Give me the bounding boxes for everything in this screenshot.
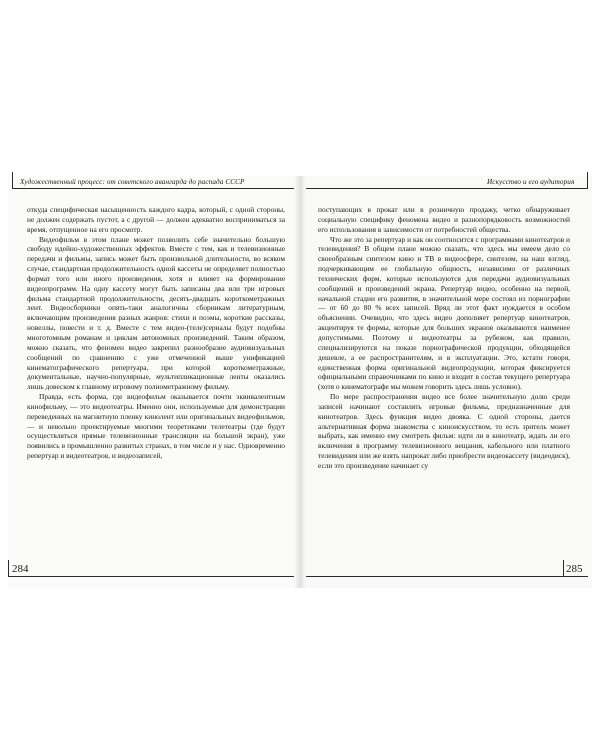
paragraph: поступающих в прокат или в розничную продажу, четко обнаруживает социальную специфику феномена видео и разнопорядковость возможностей его использования в зависимости от потребностей общества. — [318, 205, 570, 234]
paragraph: Видеофильм в этом плане может позволить себе значительно большую свободу идейно-художественных эффектов. Вместе с тем, как и телевизионные передачи и фильмы, запись может быть произвольной длительности, во всяком случае, стандартная продолжительность одной кассеты не определяет полностью формат того или иного произведения, хотя и влияет на формирование видеопрограмм. На одну кассету могут быть записаны два или три игровых фильма стандартной продолжительности, десять-двадцать короткометражных лент. Видеосборники опять-таки аналогичны сборникам литературным, включающим произведения разных жанров: стихи и поэмы, короткие рассказы, новеллы, повести и т. д. Вместе с тем видео-(теле)сериалы будут подобны многотомным романам и циклам автономных произведений. Таким образом, можно сказать, что феномен видео закрепил разнообразие аудиовизуальных сообщений по сравнению с уже отмеченной выше унификацией кинематографического репертуара, при которой короткометражные, документальные, научно-популярные, мультипликационные ленты оказались лишь довеском к главному игровому полнометражному фильму. — [27, 234, 285, 392]
paragraph: По мере распространения видео все более значительную долю среди записей начинают составлять игровые фильмы, предназначенные для кинотеатров. Здесь функция видео двояка. С одной стороны, дается альтернативная форма знакомства с киноискусством, то есть зритель может выбрать, как именно ему смотреть фильм: идти ли в кинотеатр, ждать ли его включения в программу телевизионного вещания, кабельного или платного телевидения или же взять напрокат либо приобрести видеокассету (видеодиск), если это произведение начинает су — [318, 392, 570, 470]
right-page-number: 285 — [566, 563, 583, 575]
left-header-corner-rule — [12, 172, 13, 189]
book-gutter — [294, 176, 306, 588]
paragraph: откуда специфическая насыщенность каждого кадра, который, с одной стороны, не должен содержать пустот, а с другой — должен адекватно восприниматься за время, отпущенное на его просмотр. — [27, 205, 285, 234]
paragraph: Правда, есть форма, где видеофильм оказывается почти эквивалентным кинофильму, — это видеотеатры. Именно они, используемые для демонстрации переведенных на магнитную пленку кинолент или оригинальных видеофильмов, — и невольно проектируемые многими теоретиками телетеатры (где будут осуществляться прямые телевизионные трансляции на большой экран), уже появились в промышленно развитых странах, в том числе и у нас. Одновременно репертуар и видеотеатров, и видеозаписей, — [27, 392, 285, 461]
right-footer-corner-rule — [563, 560, 564, 577]
right-header-rule — [306, 188, 588, 189]
right-running-head: Искусство и его аудитория — [487, 178, 575, 186]
left-footer-rule — [8, 576, 294, 577]
right-body-text — [318, 205, 570, 471]
left-body-text — [27, 205, 285, 461]
right-header-corner-rule — [587, 172, 588, 189]
paragraph: Что же это за репертуар и как он соотносится с программами кинотеатров и телевидения? В общем плане можно сказать, что здесь мы имеем дело со своеобразным синтезом кино и ТВ в видеосфере, синтезом, на наш взгляд, подчеркивающим ее глобальную общность, независимо от различных технических форм, которые используются для передачи аудиовизуальных сообщений и произведений экрана. Репертуар видео, особенно на первой, начальной стадии его развития, в значительной мере состоял из порнографии — от 60 до 80 % всех записей. Вряд ли этот факт нуждается в особом объяснении. Очевидно, что здесь видео дополняет репертуар кинотеатров, акцентируя те формы, которые для больших экранов оказываются наименее допустимыми. Поэтому и видеотеатры за рубежом, как правило, специализируются на показе порнографической продукции, обходящейся дешевле, а ее распространителям, и в эксплуатации. Это, кстати говоря, единственная форма оригинальной видеопродукции, которая фиксируется официальными справочниками по кино и входит в состав текущего репертуара (хотя о кинематографе мы можем говорить здесь лишь условно). — [318, 234, 570, 392]
left-page-number: 284 — [12, 563, 29, 575]
right-footer-rule — [306, 576, 588, 577]
left-running-head: Художественный процесс: от советского авангарда до распада СССР — [20, 178, 245, 186]
left-header-rule — [12, 188, 294, 189]
left-footer-corner-rule — [8, 560, 9, 577]
